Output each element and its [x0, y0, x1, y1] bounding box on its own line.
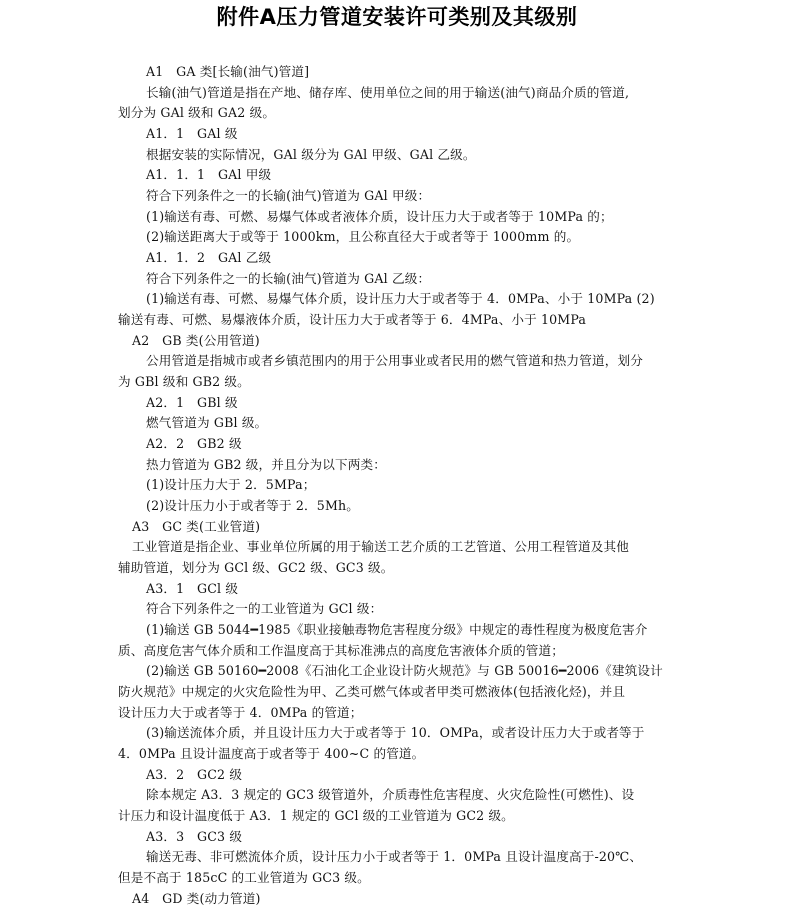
- list-item: (3)输送流体介质，并且设计压力大于或者等于 10．OMPa，或者设计压力大于或者等于: [146, 725, 645, 740]
- section-heading-a3: A3 GC 类(工业管道): [132, 519, 261, 534]
- paragraph-text: 为 GBl 级和 GB2 级。: [118, 374, 250, 389]
- paragraph-text: 公用管道是指城市或者乡镇范围内的用于公用事业或者民用的燃气管道和热力管道，划分: [146, 353, 644, 368]
- subsection-heading-a1-1-1: A1．1．1 GAl 甲级: [146, 167, 272, 182]
- subsection-heading-a2-2: A2．2 GB2 级: [146, 436, 242, 451]
- list-item: (1)设计压力大于 2．5MPa；: [146, 477, 316, 492]
- subsection-heading-a1-1: A1．1 GAl 级: [146, 126, 238, 141]
- paragraph-text: 工业管道是指企业、事业单位所属的用于输送工艺介质的工艺管道、公用工程管道及其他: [132, 539, 630, 554]
- paragraph-text: 根据安装的实际情况，GAl 级分为 GAl 甲级、GAl 乙级。: [146, 147, 476, 162]
- paragraph-text: 符合下列条件之一的长输(油气)管道为 GAl 甲级：: [146, 188, 431, 203]
- list-item: 4．0MPa 且设计温度高于或者等于 400~C 的管道。: [118, 746, 425, 761]
- list-item: (2)输送 GB 50160━2008《石油化工企业设计防火规范》与 GB 50016━2006《建筑设计: [146, 663, 663, 678]
- subsection-heading-a3-2: A3．2 GC2 级: [146, 767, 243, 782]
- list-item: 设计压力大于或者等于 4．0MPa 的管道；: [118, 705, 363, 720]
- paragraph-text: 计压力和设计温度低于 A3．1 规定的 GCl 级的工业管道为 GC2 级。: [118, 808, 514, 823]
- list-item: 输送有毒、可燃、易爆液体介质，设计压力大于或者等于 6．4MPa、小于 10MPa: [118, 312, 587, 327]
- paragraph-a1-text: 长输(油气)管道是指在产地、储存库、使用单位之间的用于输送(油气)商品介质的管道,: [146, 85, 630, 100]
- subsection-heading-a3-1: A3．1 GCl 级: [146, 581, 239, 596]
- paragraph-text: 燃气管道为 GBl 级。: [146, 415, 268, 430]
- list-item: (2)输送距离大于或等于 1000km，且公称直径大于或者等于 1000mm 的。: [146, 229, 580, 244]
- document-title: 附件A压力管道安装许可类别及其级别: [216, 5, 578, 29]
- paragraph-text: 辅助管道，划分为 GCl 级、GC2 级、GC3 级。: [118, 560, 394, 575]
- section-heading-a2: A2 GB 类(公用管道): [132, 333, 260, 348]
- list-item: (1)输送有毒、可燃、易爆气体或者液体介质，设计压力大于或者等于 10MPa 的；: [146, 209, 613, 224]
- list-item: (1)输送 GB 5044━1985《职业接触毒物危害程度分级》中规定的毒性程度为极度危害介: [146, 622, 648, 637]
- section-heading-a1: A1 GA 类[长输(油气)管道]: [146, 64, 310, 79]
- subsection-heading-a1-1-2: A1．1．2 GAl 乙级: [146, 250, 272, 265]
- paragraph-text: 但是不高于 185cC 的工业管道为 GC3 级。: [118, 870, 370, 885]
- subsection-heading-a2-1: A2．1 GBl 级: [146, 395, 238, 410]
- paragraph-text: 符合下列条件之一的工业管道为 GCl 级：: [146, 601, 383, 616]
- paragraph-text: 输送无毒、非可燃流体介质，设计压力小于或者等于 1．0MPa 且设计温度高于-20℃、: [146, 849, 643, 864]
- list-item: 质、高度危害气体介质和工作温度高于其标准沸点的高度危害液体介质的管道；: [118, 643, 565, 658]
- list-item: 防火规范》中规定的火灾危险性为甲、乙类可燃气体或者甲类可燃液体(包括液化烃)，并且: [118, 684, 626, 699]
- subsection-heading-a3-3: A3．3 GC3 级: [146, 829, 243, 844]
- paragraph-a1-text: 划分为 GAl 级和 GA2 级。: [118, 105, 276, 120]
- list-item: (2)设计压力小于或者等于 2．5Mh。: [146, 498, 359, 513]
- paragraph-text: 热力管道为 GB2 级，并且分为以下两类：: [146, 457, 386, 472]
- section-heading-a4: A4 GD 类(动力管道): [132, 891, 261, 906]
- paragraph-text: 除本规定 A3．3 规定的 GC3 级管道外，介质毒性危害程度、火灾危险性(可燃性)、设: [146, 787, 635, 802]
- list-item: (1)输送有毒、可燃、易爆气体介质，设计压力大于或者等于 4．0MPa、小于 10MPa (2): [146, 291, 655, 306]
- paragraph-text: 符合下列条件之一的长输(油气)管道为 GAl 乙级：: [146, 271, 431, 286]
